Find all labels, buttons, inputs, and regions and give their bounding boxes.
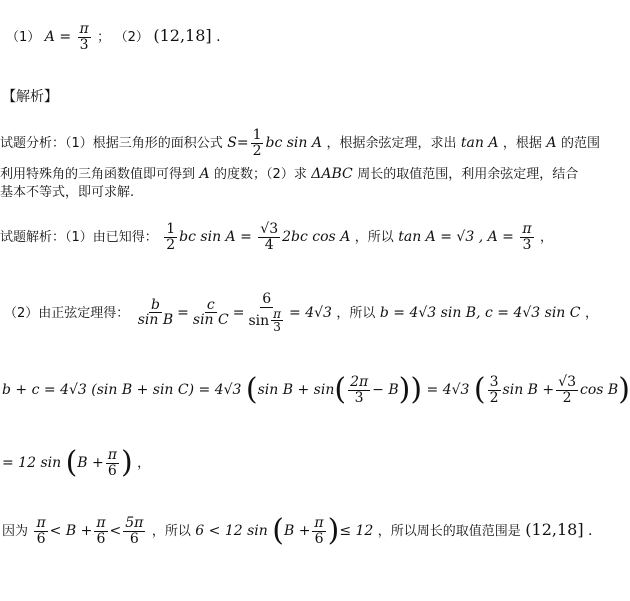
analysis-var-a-2: A [199,166,210,182]
solution-pi-over-3 [520,222,533,252]
solution-six-over-sin [246,292,287,334]
solution-line-1 [0,222,553,252]
solution-root3: √3 [260,221,279,237]
solution-result-1: tan A = √3 , A = [398,229,514,246]
analysis-tan-a: tan A [460,135,499,152]
solution-b-over-sinb [136,298,175,328]
solution-pi-5b: π [96,515,106,531]
analysis-half-den: 2 [252,142,262,159]
solution-6-5d: 6 [314,530,324,547]
analysis-line-3: 基本不等式，即可求解. [0,185,135,200]
solution-root3-num: √3 [558,374,576,390]
solution-expr-3b: sin B + sin [257,382,335,399]
paren-close-1: ) [410,372,423,408]
solution-expr-3a: b + c = 4√3 (sin B + sin C) = 4√3 [2,382,242,399]
solution-pi-over-6-d [312,516,325,546]
solution-pi-1: π [522,221,532,237]
solution-sin-pi-3 [246,308,287,334]
solution-tail-5: ，所以周长的取值范围是 [377,524,521,540]
solution-expr-5d: B + [283,523,311,540]
solution-c-over-sinc [191,298,231,328]
paren-close-4: ) [120,445,133,481]
solution-label-5: 因为 [2,524,29,540]
analysis-text-1d: 的范围 [560,136,600,152]
analysis-var-a: A [546,135,557,152]
section-title: 【解析】 [2,89,58,105]
solution-result-2: b = 4√3 sin B, c = 4√3 sin C [379,304,581,321]
solution-expr-3f: cos B [579,382,619,399]
solution-three-1: 3 [522,236,532,253]
answer-fraction [78,22,91,52]
solution-pi-over-6-b [34,516,47,546]
solution-line-3 [2,372,630,408]
solution-line-5 [2,513,593,549]
solution-half [164,222,177,252]
solution-expr-1b: 2bc cos A [282,229,351,246]
solution-pi-4: π [107,447,117,463]
solution-end-2: ， [584,305,598,321]
paren-close-2: ) [398,372,411,408]
solution-line-4 [2,445,151,481]
paren-open-4: ( [65,445,78,481]
paren-close-5: ) [327,513,340,549]
solution-5pi: 5π [125,515,144,531]
solution-mid-1: ，所以 [354,230,394,246]
solution-c: c [206,296,215,313]
solution-3-den: 3 [354,389,364,406]
solution-6-5: 6 [36,530,46,547]
solution-expr-3e: sin B + [502,382,555,399]
solution-6-5b: 6 [96,530,106,547]
solution-3-over-2 [488,375,501,405]
analysis-text-1c: ，根据 [502,136,542,152]
solution-end-4: ， [137,456,151,472]
solution-expr-3d: = 4√3 [426,382,470,399]
solution-label-1: 试题解析：（1）由已知得： [0,230,158,246]
solution-2pi: 2π [350,374,369,390]
answer-line [6,22,221,52]
solution-interval: (12,18] [525,520,584,540]
answer-part2-label: （2） [114,30,149,46]
answer-three: 3 [79,36,89,53]
solution-expr-5e: ≤ 12 [339,523,374,540]
solution-5pi-over-6 [123,516,145,546]
solution-expr-4b: B + [77,455,104,472]
solution-3-num: 3 [489,374,499,390]
answer-part1-label: （1） [6,30,41,46]
solution-inner-three: 3 [273,320,281,335]
solution-sinb: sin B [137,312,174,329]
analysis-text-1b: ，根据余弦定理，求出 [326,136,457,152]
solution-half-num: 1 [166,221,176,237]
solution-pi-over-6-c [94,516,107,546]
analysis-line-1: 试题分析：（1）根据三角形的面积公式 S= $\frac{1}{2}$ bc sin A ，根据余弦定理，求出 tan A ，根据 A 的范围 [0,127,600,159]
solution-pi-5: π [36,515,46,531]
solution-expr-5a: < B + [49,523,93,540]
analysis-triangle: ΔABC [311,166,353,182]
answer-equals: = [59,29,72,46]
solution-expr-3c: − B [372,382,399,399]
analysis-text-2c: 周长的取值范围，利用余弦定理，结合 [357,167,579,182]
answer-var-a: A [44,29,55,46]
paren-close-3: ) [618,372,630,408]
solution-label-2: （2）由正弦定理得： [4,305,130,321]
solution-inner-pi-3 [271,308,283,334]
solution-period: . [588,523,593,540]
solution-expr-5c: 6 < 12 sin [195,523,268,540]
paren-open-5: ( [272,513,284,549]
analysis-text-2b: 的度数；（2）求 [214,167,307,182]
solution-expr-1a: bc sin A = [179,229,252,246]
solution-pi-5d: π [314,515,324,531]
solution-root3-over-2 [556,375,578,405]
solution-root3-over-4 [258,222,280,252]
solution-2-den-2: 2 [562,389,572,406]
solution-end-1: ， [540,230,554,246]
solution-eq-tail-2: = 4√3 [289,304,332,321]
analysis-formula-s: S [227,135,237,152]
analysis-text-2a: 利用特殊角的三角函数值即可得到 [0,167,196,182]
solution-six: 6 [262,291,272,307]
solution-expr-5b: < [109,523,122,540]
analysis-line-2 [0,163,578,182]
solution-expr-4a: = 12 sin [2,455,62,472]
paren-open-3: ( [473,372,486,408]
solution-6-4: 6 [107,462,117,479]
solution-inner-pi: π [273,306,282,321]
solution-2-den: 2 [489,389,499,406]
answer-interval: (12,18] [153,26,212,46]
solution-2pi-over-3 [348,375,370,405]
solution-half-den: 2 [166,236,176,253]
solution-b: b [150,296,160,313]
solution-sin-word: sin [248,312,270,329]
analysis-half [251,128,264,158]
answer-period: . [216,29,221,46]
paren-open-1: ( [245,372,258,408]
solution-mid-5: ，所以 [151,524,191,540]
solution-sinc: sin C [192,312,229,329]
analysis-half-num: 1 [252,127,262,143]
answer-pi: π [79,21,89,37]
paren-open-2: ( [334,372,347,408]
solution-line-2: （2）由正弦定理得： $\frac{b}{\text{sin B}}$ = $\frac{c}{\text{sin C}}$ = 6 sin $\frac{\pi}{3}$ = 4√3 ，所以 b = 4√3 sin B, c = 4√3 sin C ， [4,291,598,335]
solution-mid-2: ，所以 [336,305,376,321]
answer-separator: ； [97,30,111,46]
analysis-text-1a: 试题分析：（1）根据三角形的面积公式 [0,136,223,152]
solution-four: 4 [264,236,274,253]
analysis-formula-tail: bc sin A [265,135,322,152]
solution-pi-over-6-a [106,448,119,478]
solution-6-5c: 6 [129,530,139,547]
